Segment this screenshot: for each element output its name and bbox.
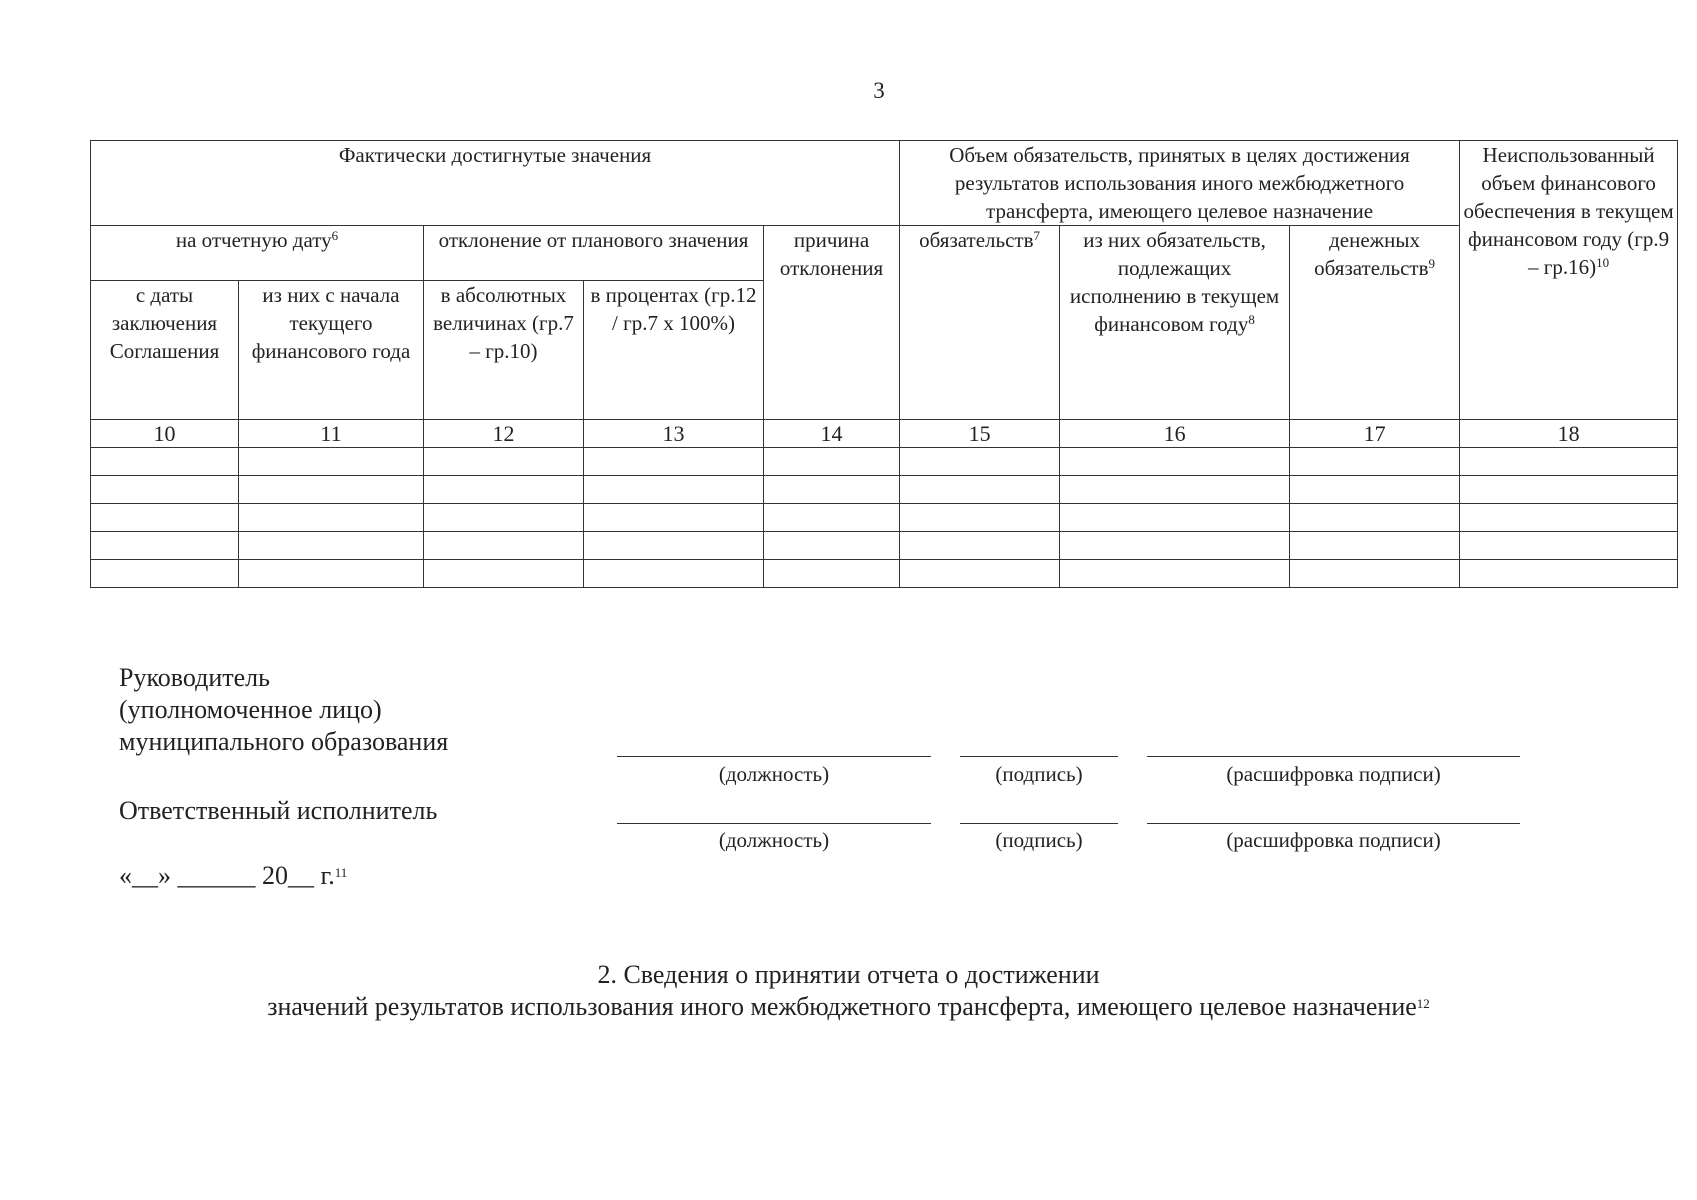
deviation-header: отклонение от планового значения <box>424 226 764 281</box>
table-cell[interactable] <box>424 560 584 588</box>
head-label <box>119 662 448 758</box>
executor-signature-line[interactable] <box>960 823 1118 824</box>
head-position-line[interactable] <box>617 756 931 757</box>
table-cell[interactable] <box>424 448 584 476</box>
report-table <box>90 140 1678 588</box>
footnote-6: 6 <box>331 228 339 243</box>
unused-volume-header: Неиспользованный объем финансового обеспечения в текущем финансовом году (гр.9 – гр.16)$^{10}$ <box>1460 141 1678 420</box>
footnote-8: 8 <box>1248 312 1255 327</box>
table-cell[interactable] <box>900 532 1060 560</box>
table-cell[interactable] <box>900 448 1060 476</box>
table-cell[interactable] <box>424 504 584 532</box>
table-cell[interactable] <box>584 504 764 532</box>
table-row <box>91 504 1678 532</box>
table-row <box>91 560 1678 588</box>
column-number: 18 <box>1460 420 1678 448</box>
table-cell[interactable] <box>1290 560 1460 588</box>
executor-label: Ответственный исполнитель <box>119 796 438 825</box>
page-number: 3 <box>873 78 885 103</box>
actual-values-header: Фактически достигнутые значения <box>91 141 900 226</box>
table-cell[interactable] <box>91 532 239 560</box>
table-cell[interactable] <box>1460 532 1678 560</box>
column-number: 11 <box>239 420 424 448</box>
footnote-7: 7 <box>1033 228 1040 243</box>
table-cell[interactable] <box>424 532 584 560</box>
footnote-12: 12 <box>1416 996 1430 1011</box>
obligations-header: обязательств$^7$ <box>900 226 1060 420</box>
table-cell[interactable] <box>91 560 239 588</box>
table-cell[interactable] <box>239 532 424 560</box>
section-title-line1: 2. Сведения о принятии отчета о достижении <box>597 960 1100 989</box>
table-row <box>91 448 1678 476</box>
footnote-10: 10 <box>1596 255 1610 270</box>
executor-decoding-line[interactable] <box>1147 823 1520 824</box>
column-numbers-row <box>91 420 1678 448</box>
obligations-current-year-header: из них обязательств, подлежащих исполнению в текущем финансовом году$^8$ <box>1060 226 1290 420</box>
table-cell[interactable] <box>1460 504 1678 532</box>
monetary-obligations-header: денежных обязательств$^9$ <box>1290 226 1460 420</box>
head-decoding-caption: (расшифровка подписи) <box>1226 762 1441 786</box>
date-text: «__» ______ 20__ г. <box>119 861 335 890</box>
table-cell[interactable] <box>1460 448 1678 476</box>
table-cell[interactable] <box>1460 560 1678 588</box>
column-number: 13 <box>584 420 764 448</box>
table-cell[interactable] <box>1060 448 1290 476</box>
table-row <box>91 532 1678 560</box>
percent-values-header: в процентах (гр.12 / гр.7 x 100%) <box>584 281 764 420</box>
table-cell[interactable] <box>764 532 900 560</box>
on-report-date-header: на отчетную дату$^6$ <box>91 226 424 281</box>
table-cell[interactable] <box>584 476 764 504</box>
table-cell[interactable] <box>584 448 764 476</box>
since-agreement-header: с даты заключения Соглашения <box>91 281 239 420</box>
column-number: 10 <box>91 420 239 448</box>
table-cell[interactable] <box>764 476 900 504</box>
head-signature-line[interactable] <box>960 756 1118 757</box>
footnote-11: 11 <box>334 865 348 880</box>
table-cell[interactable] <box>239 504 424 532</box>
table-cell[interactable] <box>764 448 900 476</box>
executor-position-caption: (должность) <box>718 828 830 852</box>
section-title-line2: значений результатов использования иного межбюджетного трансферта, имеющего целевое назначение$^{12}$ <box>267 992 1430 1021</box>
deviation-reason-header: причина отклонения <box>764 226 900 420</box>
column-number: 16 <box>1060 420 1290 448</box>
head-label-line: (уполномоченное лицо) <box>119 695 382 724</box>
head-label-line: муниципального образования <box>119 727 449 756</box>
table-cell[interactable] <box>900 560 1060 588</box>
absolute-values-header: в абсолютных величинах (гр.7 – гр.10) <box>424 281 584 420</box>
table-cell[interactable] <box>1060 476 1290 504</box>
column-number: 15 <box>900 420 1060 448</box>
head-decoding-line[interactable] <box>1147 756 1520 757</box>
column-number: 14 <box>764 420 900 448</box>
date-line <box>119 860 347 892</box>
since-year-start-header: из них с начала текущего финансового года <box>239 281 424 420</box>
table-row <box>91 476 1678 504</box>
table-cell[interactable] <box>1290 448 1460 476</box>
table-cell[interactable] <box>91 476 239 504</box>
column-number: 12 <box>424 420 584 448</box>
column-number: 17 <box>1290 420 1460 448</box>
table-cell[interactable] <box>1460 476 1678 504</box>
table-cell[interactable] <box>1290 476 1460 504</box>
table-cell[interactable] <box>900 504 1060 532</box>
head-position-caption: (должность) <box>718 762 830 786</box>
table-cell[interactable] <box>91 504 239 532</box>
table-cell[interactable] <box>239 448 424 476</box>
table-cell[interactable] <box>1290 504 1460 532</box>
head-signature-caption: (подпись) <box>995 762 1083 786</box>
table-cell[interactable] <box>764 560 900 588</box>
table-cell[interactable] <box>424 476 584 504</box>
table-cell[interactable] <box>239 476 424 504</box>
table-cell[interactable] <box>239 560 424 588</box>
table-cell[interactable] <box>1060 560 1290 588</box>
table-cell[interactable] <box>764 504 900 532</box>
table-cell[interactable] <box>1060 504 1290 532</box>
executor-signature-caption: (подпись) <box>995 828 1083 852</box>
executor-position-line[interactable] <box>617 823 931 824</box>
table-cell[interactable] <box>584 560 764 588</box>
table-cell[interactable] <box>91 448 239 476</box>
executor-decoding-caption: (расшифровка подписи) <box>1226 828 1441 852</box>
table-cell[interactable] <box>900 476 1060 504</box>
head-label-line: Руководитель <box>119 663 270 692</box>
table-cell[interactable] <box>1290 532 1460 560</box>
obligations-volume-header: Объем обязательств, принятых в целях достижения результатов использования иного межбюджетного трансферта, имеющего целевое назначение <box>900 141 1460 226</box>
table-cell[interactable] <box>1060 532 1290 560</box>
footnote-9: 9 <box>1428 256 1435 271</box>
table-cell[interactable] <box>584 532 764 560</box>
